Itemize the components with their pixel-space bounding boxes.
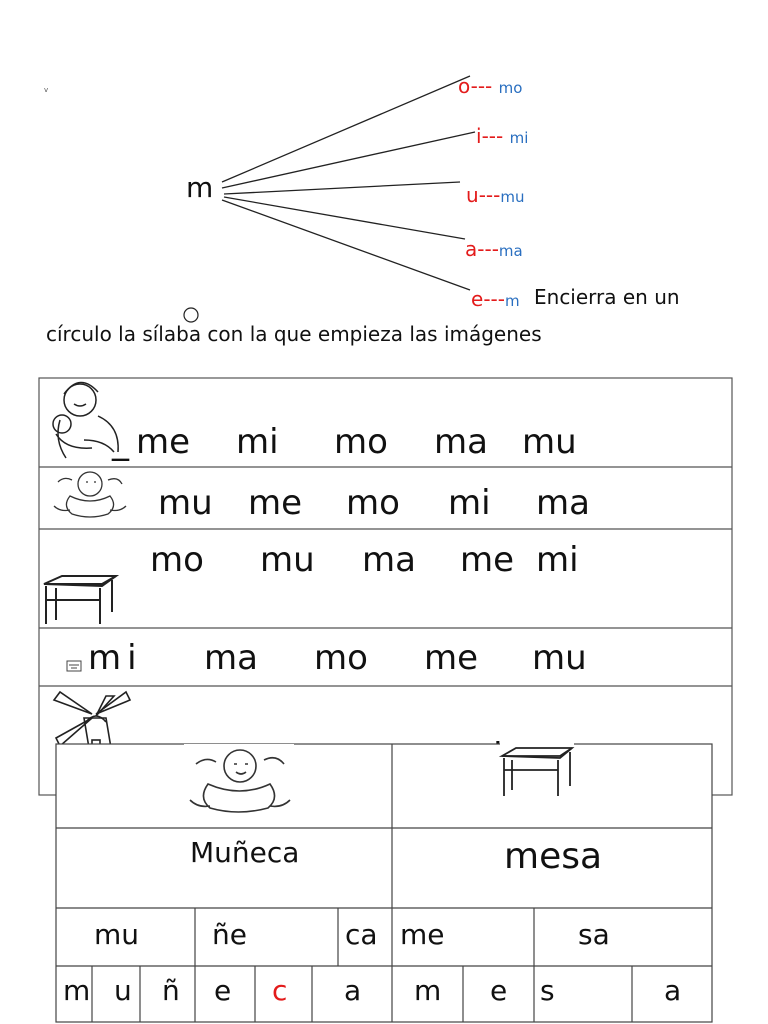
- dashes: ---: [483, 287, 505, 311]
- letter-cell-highlight: c: [272, 974, 288, 1007]
- dashes: ---: [470, 74, 493, 98]
- letter-cell: ñ: [162, 974, 180, 1007]
- syllable-option[interactable]: mi: [448, 483, 491, 523]
- root-letter: m: [186, 171, 214, 204]
- syllable-option[interactable]: mo: [150, 540, 204, 580]
- syllable-cell: me: [400, 918, 445, 951]
- dashes: ---: [477, 237, 499, 261]
- syllable-option[interactable]: mu: [158, 483, 213, 523]
- syllable-option[interactable]: mi: [236, 422, 279, 462]
- letter-cell: m: [63, 974, 91, 1007]
- vowel-i: i: [476, 124, 482, 148]
- syllable-option[interactable]: mu: [522, 422, 577, 462]
- dashes: ---: [481, 124, 504, 148]
- stray-mark: v: [44, 86, 49, 94]
- syllable-cell: ca: [345, 918, 378, 951]
- syllable-mu: mu: [500, 188, 525, 206]
- syllable-option[interactable]: me: [136, 422, 191, 462]
- syllable-mo: mo: [498, 79, 523, 97]
- instruction-line-2: círculo la sílaba con la que empieza las imágenes: [46, 322, 542, 346]
- letter-cell: e: [490, 974, 508, 1007]
- letter-cell: u: [114, 974, 132, 1007]
- letter-cell: m: [414, 974, 442, 1007]
- syllable-option[interactable]: mu: [260, 540, 315, 580]
- syllable-option[interactable]: ma: [204, 638, 258, 678]
- syllable-mi: mi: [509, 129, 529, 147]
- vowel-a: a: [465, 237, 478, 261]
- syllable-option[interactable]: mu: [532, 638, 587, 678]
- syllable-option[interactable]: mi: [88, 638, 143, 678]
- vowel-o: o: [458, 74, 471, 98]
- syllable-m: m: [504, 292, 520, 310]
- word-munieca: Muñeca: [190, 836, 300, 869]
- letter-cell: s: [540, 974, 555, 1007]
- syllable-ma: ma: [498, 242, 523, 260]
- word-mesa: mesa: [504, 836, 603, 877]
- row1-dash: _: [112, 422, 129, 462]
- syllable-option[interactable]: mo: [334, 422, 388, 462]
- vowel-u: u: [466, 183, 479, 207]
- syllable-option[interactable]: mo: [314, 638, 368, 678]
- syllable-option[interactable]: me: [248, 483, 303, 523]
- letter-cell: a: [344, 974, 362, 1007]
- syllable-option[interactable]: ma: [536, 483, 590, 523]
- syllable-option[interactable]: me: [424, 638, 479, 678]
- syllable-option[interactable]: ma: [434, 422, 488, 462]
- syllable-option[interactable]: mo: [346, 483, 400, 523]
- syllable-option[interactable]: mi: [536, 540, 579, 580]
- vowel-e: e: [471, 287, 484, 311]
- syllable-cell: ñe: [212, 918, 247, 951]
- syllable-option[interactable]: me: [460, 540, 515, 580]
- letter-cell: e: [214, 974, 232, 1007]
- syllable-option[interactable]: ma: [362, 540, 416, 580]
- syllable-cell: sa: [578, 918, 610, 951]
- letter-cell: a: [664, 974, 682, 1007]
- dashes: ---: [478, 183, 501, 207]
- syllable-cell: mu: [94, 918, 140, 951]
- instruction-line-1: Encierra en un: [534, 285, 680, 309]
